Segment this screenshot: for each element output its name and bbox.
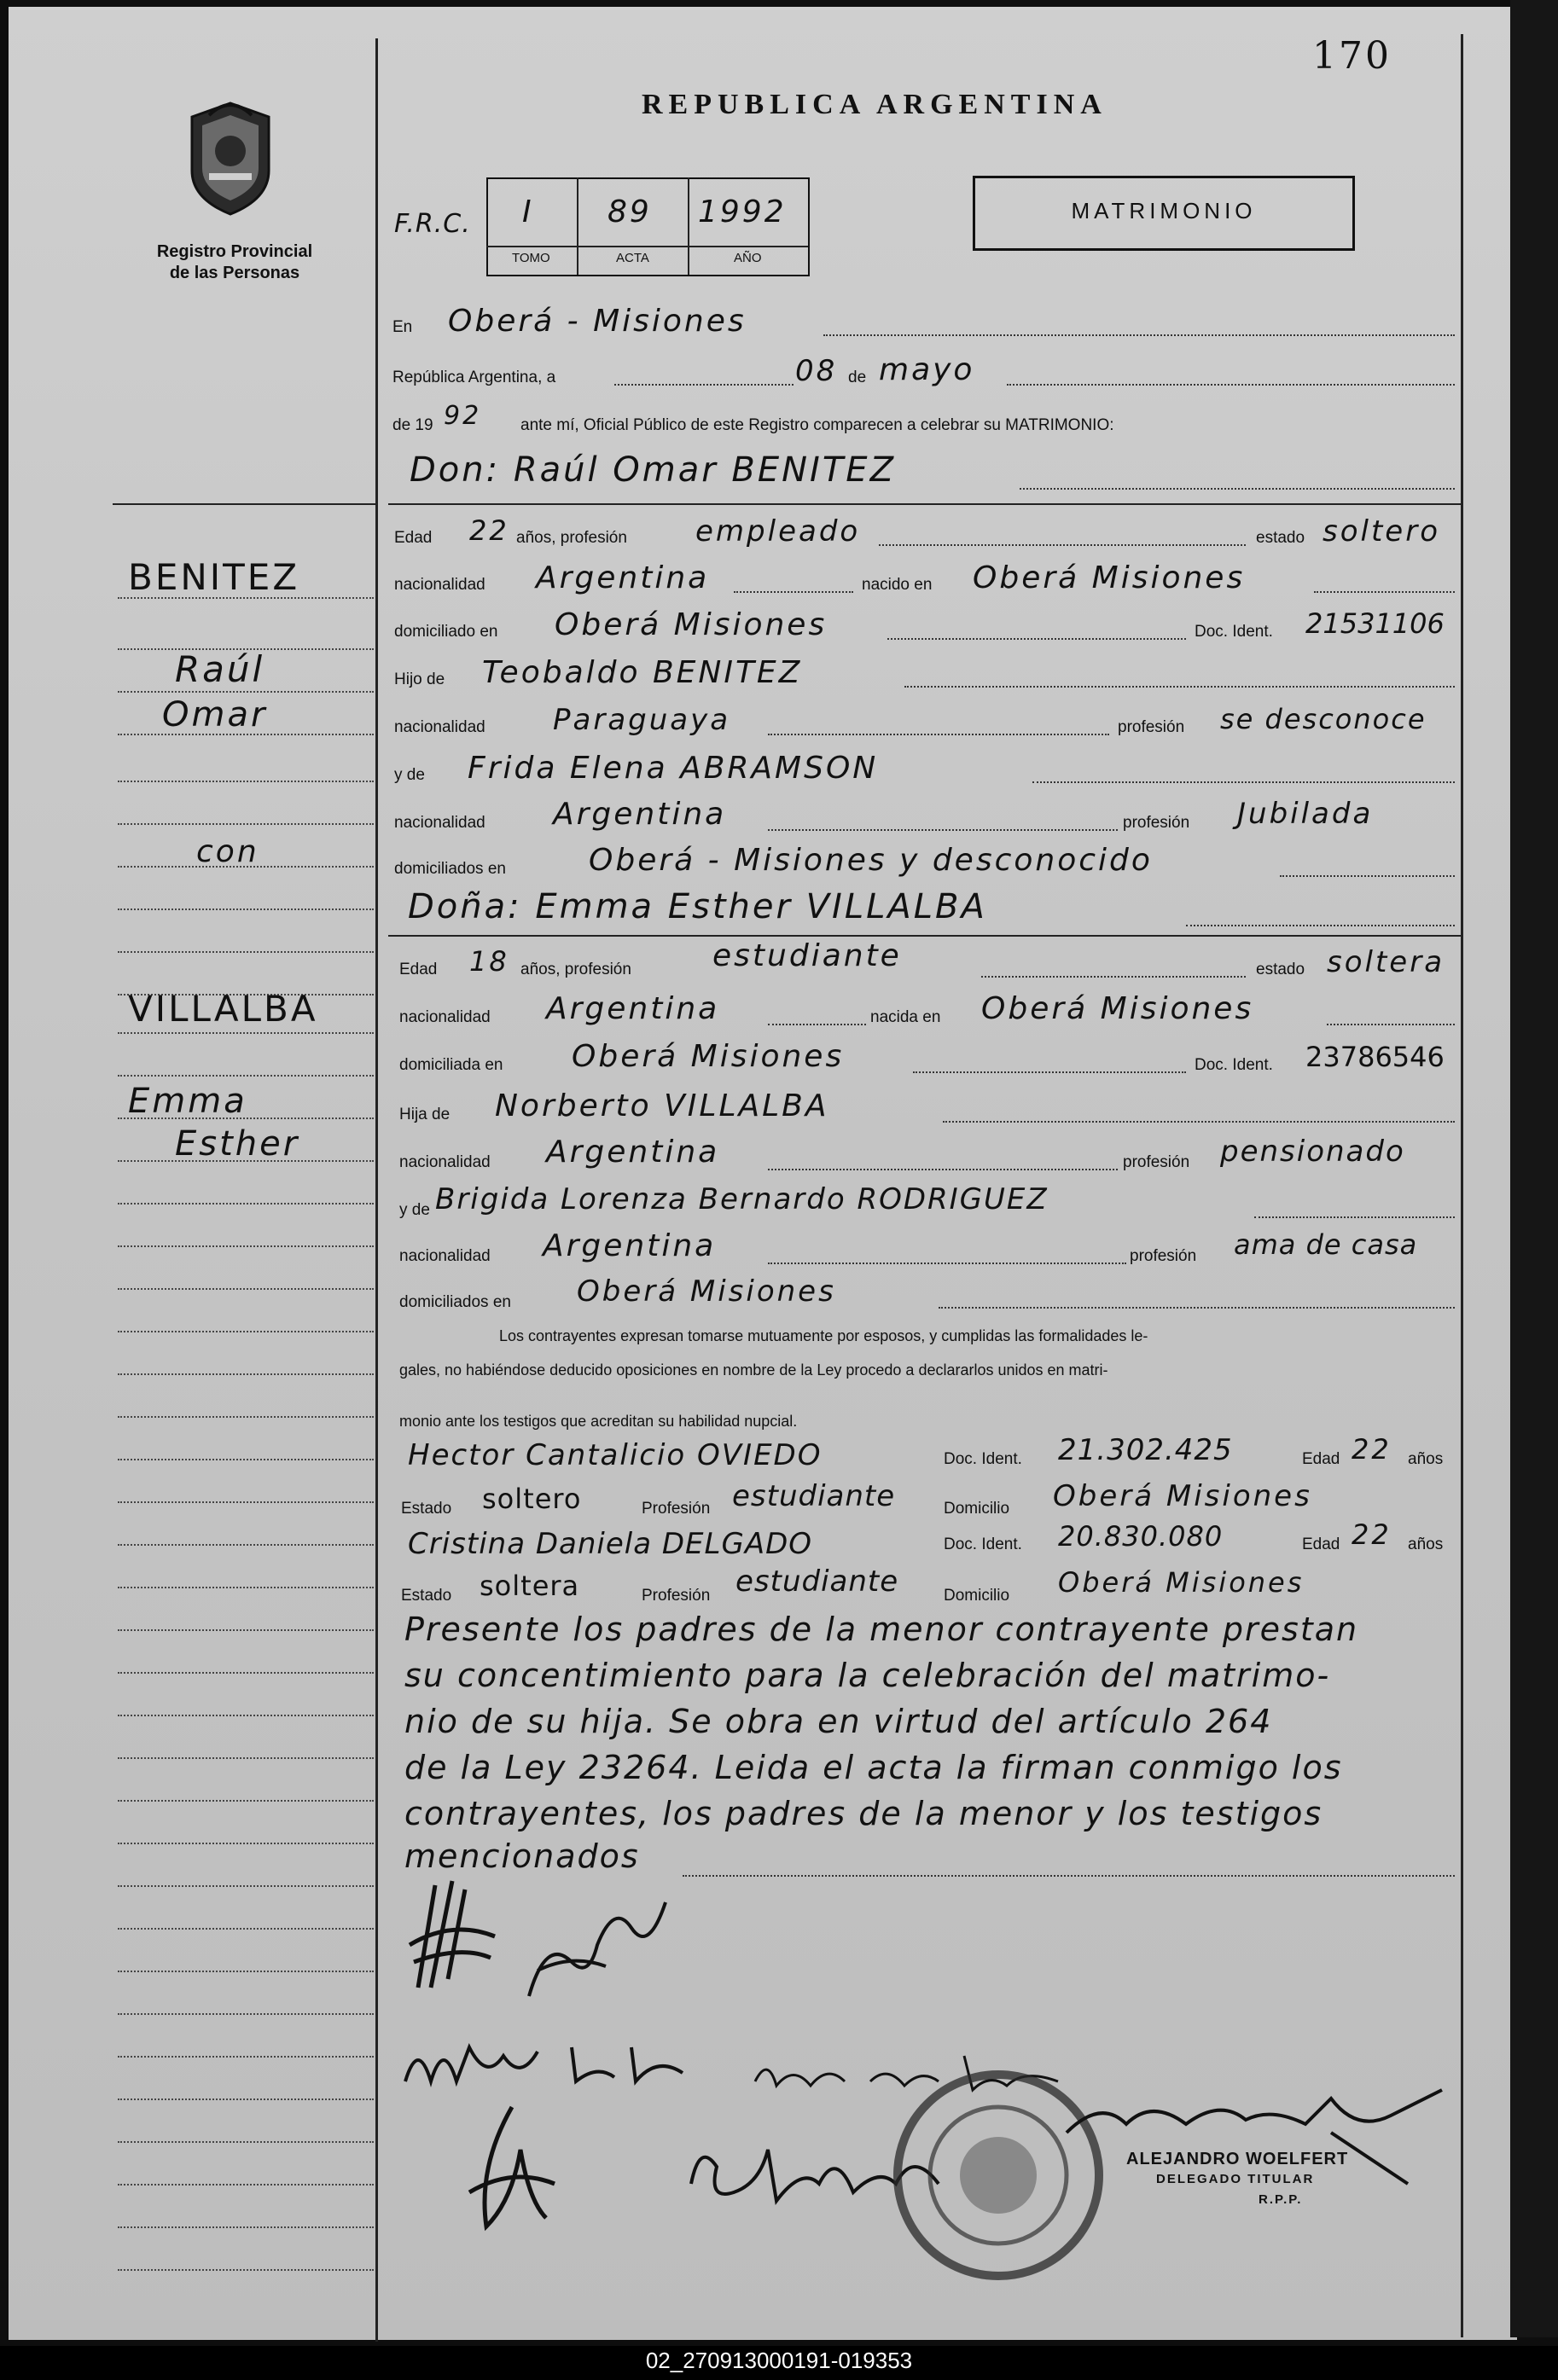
country-title: REPUBLICA ARGENTINA bbox=[642, 89, 1107, 120]
witness-2-estado: soltera bbox=[480, 1570, 580, 1602]
groom-doc-label: Doc. Ident. bbox=[1195, 623, 1273, 641]
groom-father-nac-label: nacionalidad bbox=[394, 718, 485, 736]
note-line-3: nio de su hija. Se obra en virtud del artículo 264 bbox=[404, 1703, 1273, 1740]
groom-mother-prof-label: profesión bbox=[1123, 814, 1190, 832]
groom-nacido: Oberá Misiones bbox=[973, 560, 1246, 595]
witness-2-estado-label: Estado bbox=[401, 1587, 452, 1605]
witness-1-anos-label: años bbox=[1408, 1450, 1444, 1468]
witness-2-domicilio-label: Domicilio bbox=[944, 1587, 1010, 1605]
groom-mother-prof: Jubilada bbox=[1237, 797, 1374, 831]
bride-profesion: estudiante bbox=[712, 938, 902, 973]
bride-nacida-label: nacida en bbox=[870, 1008, 941, 1026]
witness-2-anos-label: años bbox=[1408, 1535, 1444, 1553]
con-margin: con bbox=[196, 834, 259, 869]
declaration-line-3: monio ante los testigos que acreditan su habilidad nupcial. bbox=[399, 1413, 798, 1430]
bride-mother-nac-label: nacionalidad bbox=[399, 1247, 491, 1265]
bride-mother: Brigida Lorenza Bernardo RODRIGUEZ bbox=[435, 1182, 1049, 1216]
witness-2-doc-label: Doc. Ident. bbox=[944, 1535, 1022, 1553]
groom-edad-label: Edad bbox=[394, 529, 433, 547]
bride-father-nac-label: nacionalidad bbox=[399, 1153, 491, 1171]
witness-1-edad: 22 bbox=[1352, 1433, 1392, 1466]
witness-1-profesion: estudiante bbox=[732, 1479, 896, 1513]
bride-name-line: Doña: Emma Esther VILLALBA bbox=[408, 887, 987, 926]
bride-father-prof-label: profesión bbox=[1123, 1153, 1190, 1171]
republica-label: República Argentina, a bbox=[392, 369, 556, 386]
bride-father: Norberto VILLALBA bbox=[495, 1088, 829, 1123]
tomo-label: TOMO bbox=[512, 251, 550, 265]
officer-title-2: R.P.P. bbox=[1259, 2192, 1303, 2207]
registry-label: Registro Provincial de las Personas bbox=[156, 242, 313, 282]
signature-bride-icon bbox=[520, 1885, 674, 2009]
groom-nac: Argentina bbox=[536, 560, 710, 595]
day-value: 08 bbox=[795, 354, 838, 388]
witness-1-domicilio-label: Domicilio bbox=[944, 1500, 1010, 1518]
note-line-4: de la Ley 23264. Leida el acta la firman conmigo los bbox=[404, 1749, 1343, 1786]
acta-label: ACTA bbox=[616, 251, 649, 265]
witness-2-profesion: estudiante bbox=[735, 1564, 899, 1599]
left-margin-rule bbox=[375, 38, 378, 2342]
witness-1-estado-label: Estado bbox=[401, 1500, 452, 1518]
witness-2-doc: 20.830.080 bbox=[1058, 1520, 1224, 1553]
footer-id: 02_270913000191-019353 bbox=[645, 2348, 913, 2373]
frc-label: F.R.C. bbox=[394, 209, 471, 239]
witness-1-estado: soltero bbox=[482, 1483, 582, 1515]
signature-bride-father-icon bbox=[401, 2030, 708, 2103]
tomo-value: I bbox=[522, 194, 534, 229]
declaration-line-2: gales, no habiéndose deducido oposiciones en nombre de la Ley procedo a declararlos unidos en matri- bbox=[399, 1361, 1108, 1379]
groom-father-prof-label: profesión bbox=[1118, 718, 1185, 736]
signature-groom-icon bbox=[401, 1868, 503, 2000]
provincial-crest-icon bbox=[183, 98, 277, 222]
groom-doc: 21531106 bbox=[1305, 607, 1445, 640]
bride-name2-margin: Esther bbox=[175, 1124, 300, 1164]
bride-nac: Argentina bbox=[546, 991, 720, 1026]
bride-nacida: Oberá Misiones bbox=[981, 991, 1254, 1026]
groom-edad: 22 bbox=[469, 514, 509, 547]
witness-2-domicilio: Oberá Misiones bbox=[1058, 1566, 1305, 1599]
groom-parents-dom-label: domiciliados en bbox=[394, 860, 506, 878]
groom-name2-margin: Omar bbox=[162, 695, 268, 734]
signature-witness-1-icon bbox=[461, 2098, 563, 2248]
groom-mother: Frida Elena ABRAMSON bbox=[468, 751, 879, 786]
officer-name: ALEJANDRO WOELFERT bbox=[1126, 2150, 1349, 2168]
month-value: mayo bbox=[879, 352, 975, 387]
groom-estado: soltero bbox=[1323, 514, 1440, 549]
act-type: MATRIMONIO bbox=[1071, 198, 1257, 223]
witness-1-profesion-label: Profesión bbox=[642, 1500, 711, 1518]
bride-mother-prof-label: profesión bbox=[1130, 1247, 1197, 1265]
witness-1-domicilio: Oberá Misiones bbox=[1053, 1479, 1312, 1513]
groom-dom-label: domiciliado en bbox=[394, 623, 498, 641]
groom-profesion-label: años, profesión bbox=[516, 529, 627, 547]
intro-text: ante mí, Oficial Público de este Registro comparecen a celebrar su MATRIMONIO: bbox=[520, 416, 1114, 434]
bride-hija-label: Hija de bbox=[399, 1106, 451, 1123]
book-binding bbox=[1510, 0, 1558, 2337]
bride-mother-prof: ama de casa bbox=[1234, 1228, 1418, 1261]
witness-1-edad-label: Edad bbox=[1302, 1450, 1340, 1468]
anio-label: AÑO bbox=[734, 251, 762, 265]
groom-mother-nac-label: nacionalidad bbox=[394, 814, 485, 832]
declaration-line-1: Los contrayentes expresan tomarse mutuamente por esposos, y cumplidas las formalidades le- bbox=[499, 1327, 1148, 1344]
bride-edad: 18 bbox=[469, 945, 509, 978]
bride-yde-label: y de bbox=[399, 1201, 430, 1219]
de-label: de bbox=[848, 369, 867, 386]
bride-mother-nac: Argentina bbox=[543, 1228, 717, 1263]
groom-dom: Oberá Misiones bbox=[555, 607, 828, 642]
bride-edad-label: Edad bbox=[399, 961, 438, 978]
groom-profesion: empleado bbox=[695, 514, 861, 549]
witness-2-name: Cristina Daniela DELGADO bbox=[408, 1527, 813, 1561]
witness-2-profesion-label: Profesión bbox=[642, 1587, 711, 1605]
bride-nac-label: nacionalidad bbox=[399, 1008, 491, 1026]
bride-doc-label: Doc. Ident. bbox=[1195, 1056, 1273, 1074]
groom-hijo-label: Hijo de bbox=[394, 670, 445, 688]
year-value: 92 bbox=[444, 401, 482, 431]
note-line-2: su concentimiento para la celebración del matrimo- bbox=[404, 1657, 1331, 1694]
bride-surname-margin: VILLALBA bbox=[128, 988, 318, 1030]
note-line-5: contrayentes, los padres de la menor y los testigos bbox=[404, 1795, 1323, 1832]
witness-1-name: Hector Cantalicio OVIEDO bbox=[408, 1438, 823, 1472]
witness-2-edad: 22 bbox=[1352, 1518, 1392, 1551]
groom-name1-margin: Raúl bbox=[175, 648, 265, 690]
bride-estado: soltera bbox=[1327, 945, 1445, 979]
bride-estado-label: estado bbox=[1256, 961, 1305, 978]
place-value: Oberá - Misiones bbox=[448, 304, 747, 339]
groom-father-nac: Paraguaya bbox=[553, 703, 731, 737]
groom-yde-label: y de bbox=[394, 766, 425, 784]
bride-profesion-label: años, profesión bbox=[520, 961, 631, 978]
groom-parents-dom: Oberá - Misiones y desconocido bbox=[589, 843, 1153, 878]
witness-2-edad-label: Edad bbox=[1302, 1535, 1340, 1553]
bride-dom: Oberá Misiones bbox=[572, 1039, 845, 1074]
bride-dom-label: domiciliada en bbox=[399, 1056, 503, 1074]
page-number: 170 bbox=[1312, 34, 1392, 78]
register-page bbox=[9, 7, 1517, 2340]
signature-officer-icon bbox=[1049, 2081, 1450, 2205]
groom-nac-label: nacionalidad bbox=[394, 576, 485, 594]
en-label: En bbox=[392, 318, 413, 336]
groom-mother-nac: Argentina bbox=[553, 797, 727, 832]
bride-parents-dom: Oberá Misiones bbox=[577, 1274, 836, 1309]
officer-title-1: DELEGADO TITULAR bbox=[1156, 2172, 1315, 2186]
anio-value: 1992 bbox=[698, 194, 787, 229]
witness-1-doc: 21.302.425 bbox=[1058, 1433, 1233, 1467]
groom-estado-label: estado bbox=[1256, 529, 1305, 547]
de-19-label: de 19 bbox=[392, 416, 433, 434]
right-margin-rule bbox=[1461, 34, 1463, 2337]
groom-father: Teobaldo BENITEZ bbox=[482, 655, 803, 690]
groom-father-prof: se desconoce bbox=[1220, 703, 1427, 735]
bride-parents-dom-label: domiciliados en bbox=[399, 1293, 511, 1311]
bride-name1-margin: Emma bbox=[128, 1082, 247, 1121]
note-line-6: mencionados bbox=[404, 1837, 640, 1875]
groom-name-line: Don: Raúl Omar BENITEZ bbox=[410, 450, 896, 490]
witness-1-doc-label: Doc. Ident. bbox=[944, 1450, 1022, 1468]
bride-doc: 23786546 bbox=[1305, 1041, 1445, 1073]
acta-value: 89 bbox=[608, 194, 652, 229]
bride-father-prof: pensionado bbox=[1220, 1135, 1405, 1169]
note-line-1: Presente los padres de la menor contrayente prestan bbox=[404, 1611, 1359, 1648]
groom-nacido-label: nacido en bbox=[862, 576, 933, 594]
groom-surname-margin: BENITEZ bbox=[128, 556, 300, 598]
bride-father-nac: Argentina bbox=[546, 1135, 720, 1170]
